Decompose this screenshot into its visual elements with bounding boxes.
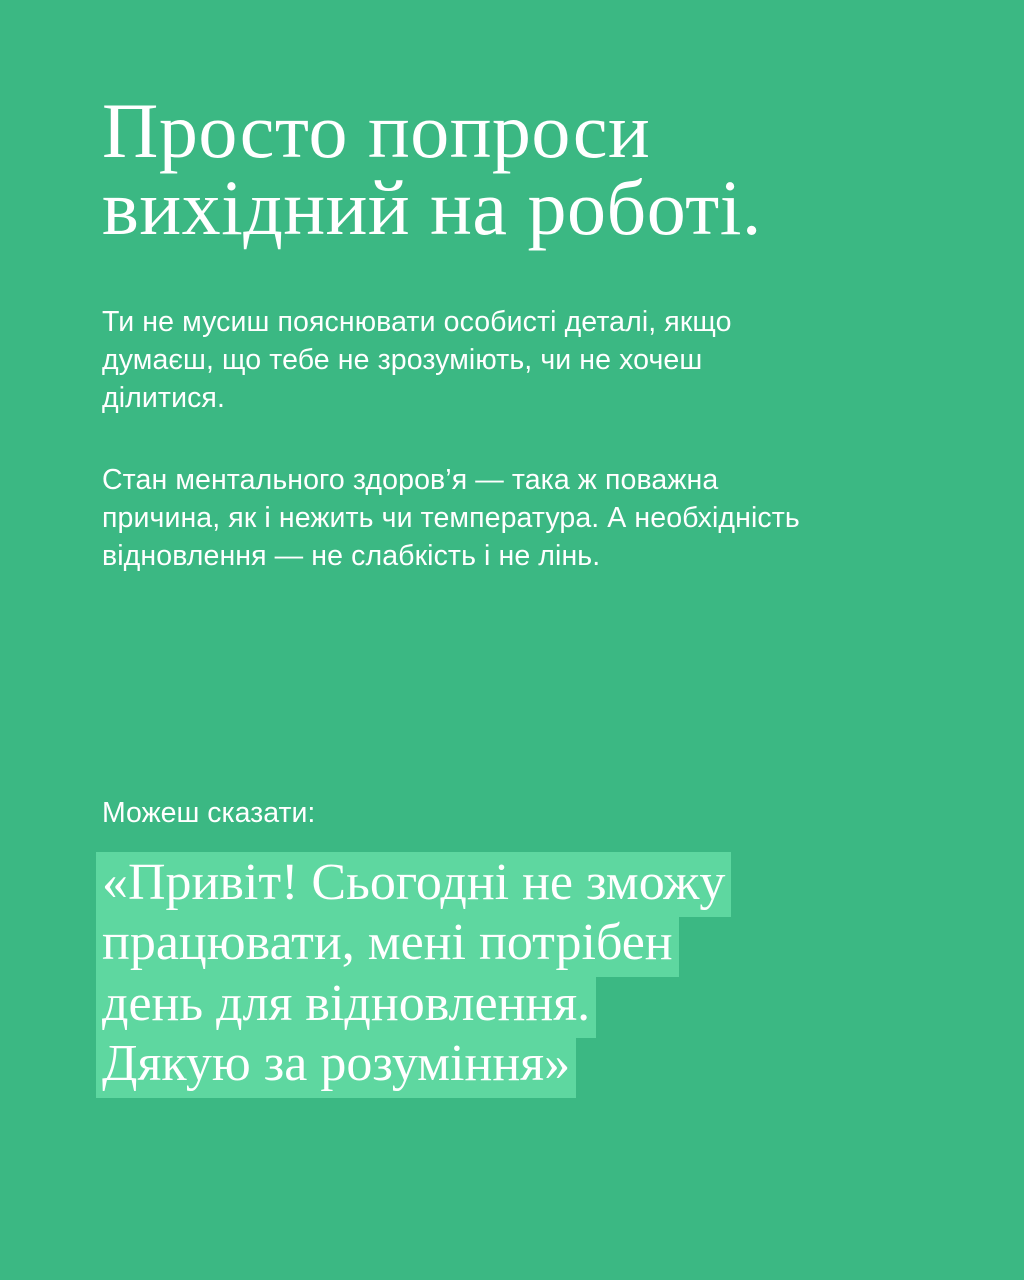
quote-line-text: працювати, мені потрібен [96, 912, 679, 977]
quote-line [96, 1034, 886, 1094]
quote-line [96, 853, 886, 913]
page-title: Просто попроси вихідний на роботі. [102, 87, 762, 252]
body-block [102, 304, 924, 575]
quote-line [96, 913, 886, 973]
quote-line-text: Дякую за розуміння» [96, 1033, 576, 1098]
prompt-label: Можеш сказати: [102, 797, 316, 829]
sample-message-quote [96, 853, 886, 1094]
body-paragraph-1: Ти не мусиш пояснювати особисті деталі, якщо думаєш, що тебе не зрозуміють, чи не хочеш ділитися. [102, 306, 732, 415]
quote-line-text: день для відновлення. [96, 973, 596, 1038]
quote-line-text: «Привіт! Сьогодні не зможу [96, 852, 731, 917]
quote-line [96, 974, 886, 1034]
body-paragraph-2: Стан ментального здоров’я — така ж поважна причина, як і нежить чи температура. А необхідність відновлення — не слабкість і не лінь. [102, 464, 800, 572]
